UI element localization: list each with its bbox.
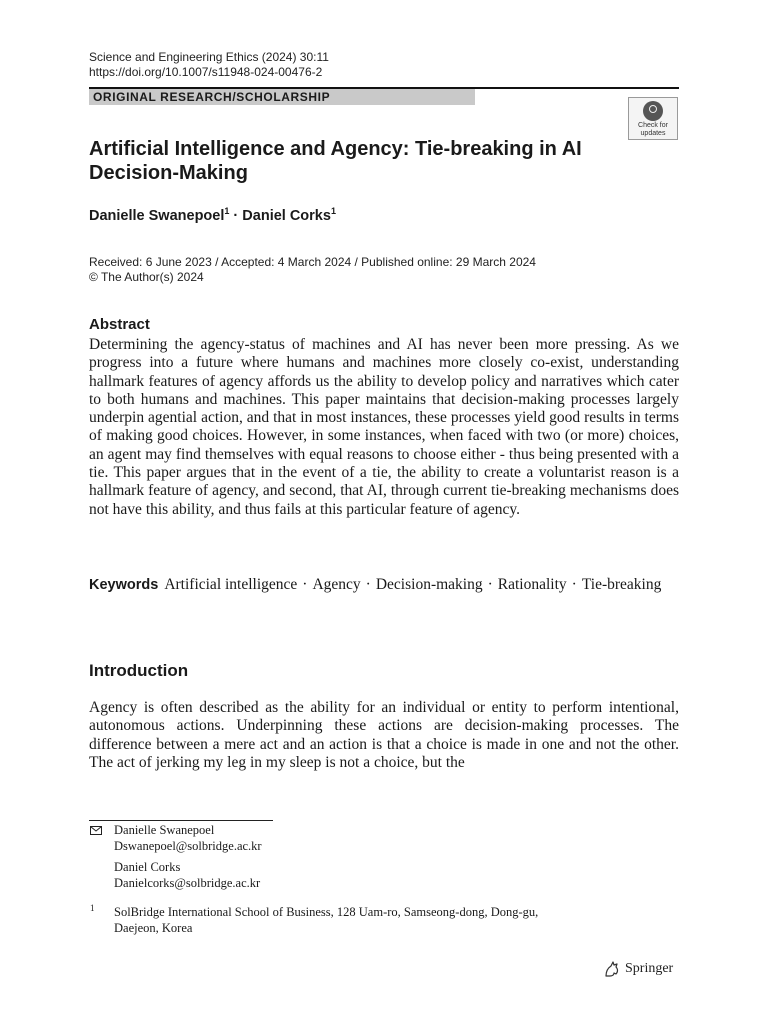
keyword: Agency bbox=[312, 576, 361, 593]
keyword-separator: · bbox=[365, 576, 371, 593]
keyword-separator: · bbox=[487, 576, 493, 593]
footnote-rule bbox=[89, 820, 273, 821]
keyword: Rationality bbox=[497, 576, 567, 593]
keyword: Tie-breaking bbox=[581, 576, 662, 593]
author-name[interactable]: Danielle Swanepoel bbox=[89, 207, 225, 224]
footnote-author-name: Danielle Swanepoel bbox=[114, 823, 215, 837]
introduction-heading: Introduction bbox=[89, 661, 189, 680]
crossmark-icon bbox=[643, 101, 663, 121]
keyword-separator: · bbox=[571, 576, 577, 593]
publication-dates bbox=[89, 255, 536, 285]
envelope-icon bbox=[90, 826, 102, 835]
keyword-separator: · bbox=[302, 576, 308, 593]
author-separator: · bbox=[229, 207, 243, 224]
keywords bbox=[89, 575, 679, 595]
affiliation-line: Daejeon, Korea bbox=[114, 920, 193, 935]
author-list bbox=[89, 206, 336, 224]
author-affiliation-mark: 1 bbox=[330, 206, 336, 216]
springer-horse-icon bbox=[603, 961, 621, 977]
introduction-text: Agency is often described as the ability for an individual or entity to perform intentional, autonomous actions. Underpinning these actions are decision-making processes. The difference between a mere act and an action is that a choice is made in one and not the other. The act of jerking my leg in my sleep is not a choice, but the bbox=[89, 699, 679, 771]
abstract-heading: Abstract bbox=[89, 316, 150, 333]
keywords-heading: Keywords bbox=[89, 577, 159, 593]
journal-header bbox=[89, 50, 329, 80]
footnote-author-name: Daniel Corks bbox=[114, 860, 181, 874]
copyright-line: © The Author(s) 2024 bbox=[89, 270, 204, 284]
journal-citation: Science and Engineering Ethics (2024) 30:11 bbox=[89, 50, 329, 64]
check-updates-line1: Check for bbox=[638, 122, 668, 129]
keyword: Decision-making bbox=[375, 576, 483, 593]
author-name[interactable]: Daniel Corks bbox=[242, 207, 331, 224]
footnote-author-email[interactable]: Dswanepoel@solbridge.ac.kr bbox=[114, 838, 262, 853]
corresponding-author bbox=[114, 823, 262, 854]
affiliation bbox=[114, 905, 614, 936]
publisher-name: Springer bbox=[625, 961, 674, 976]
article-title: Artificial Intelligence and Agency: Tie-breaking in AI Decision-Making bbox=[89, 138, 582, 184]
publisher-logo bbox=[603, 961, 673, 977]
affiliation-line: SolBridge International School of Business, 128 Uam-ro, Samseong-dong, Dong-gu, bbox=[114, 905, 539, 919]
abstract-text: Determining the agency-status of machines and AI has never been more pressing. As we progress into a future where humans and machines more closely co-exist, understanding hallmark features of agency affords us the ability to develop policy and narratives which cater to both humans and machines. This paper maintains that decision-making processes largely underpin agential action, and that in most instances, these processes yield good results in terms of making good choices. However, in some instances, when faced with two (or more) choices, an agent may find themselves with equal reasons to choose either - thus being presented with a tie. This paper argues that in the event of a tie, the ability to create a voluntarist reason is a hallmark feature of agency, and second, that AI, through current tie-breaking mechanisms does not have this ability, and thus fails at this particular feature of agency. bbox=[89, 336, 679, 518]
author-affiliation-mark: 1 bbox=[224, 206, 230, 216]
section-label: ORIGINAL RESEARCH/SCHOLARSHIP bbox=[89, 89, 475, 105]
check-for-updates-badge[interactable] bbox=[628, 97, 678, 140]
doi-link[interactable]: https://doi.org/10.1007/s11948-024-00476-2 bbox=[89, 65, 323, 79]
check-updates-line2: updates bbox=[640, 130, 666, 137]
second-author bbox=[114, 860, 260, 891]
keyword: Artificial intelligence bbox=[164, 576, 298, 593]
affiliation-mark: 1 bbox=[90, 903, 95, 913]
footnote-author-email[interactable]: Danielcorks@solbridge.ac.kr bbox=[114, 875, 261, 890]
dates-line: Received: 6 June 2023 / Accepted: 4 March 2024 / Published online: 29 March 2024 bbox=[89, 255, 536, 269]
